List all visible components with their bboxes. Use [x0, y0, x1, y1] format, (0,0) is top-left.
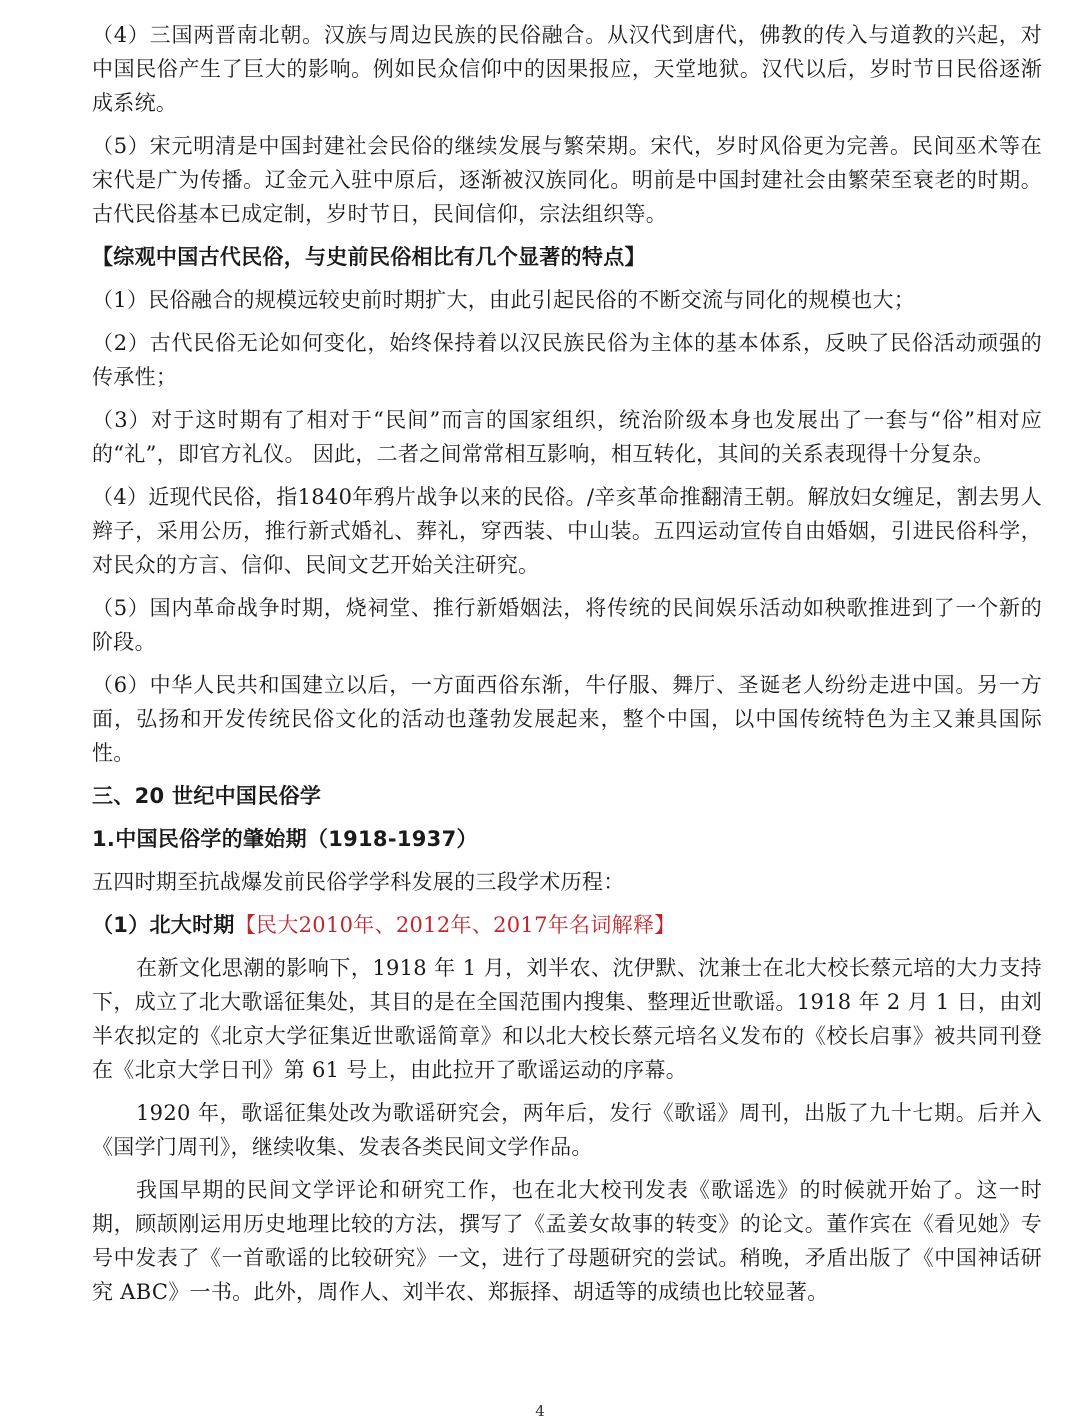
paragraph-feature-3: （3）对于这时期有了相对于“民间”而言的国家组织，统治阶级本身也发展出了一套与“俗”相对应的“礼”，即官方礼仪。 因此，二者之间常常相互影响，相互转化，其间的关系表现得十分复杂。: [92, 408, 1042, 466]
exam-note-red: 【民大2010年、2012年、2017年名词解释】: [234, 913, 676, 937]
paragraph-feature-1: （1）民俗融合的规模远较史前时期扩大，由此引起民俗的不断交流与同化的规模也大；: [92, 288, 916, 312]
paragraph-revolution-period: （5）国内革命战争时期，烧祠堂、推行新婚姻法，将传统的民间娱乐活动如秧歌推进到了一个新的阶段。: [92, 596, 1042, 654]
paragraph-ballad-society: 1920 年，歌谣征集处改为歌谣研究会，两年后，发行《歌谣》周刊，出版了九十七期。后并入《国学门周刊》，继续收集、发表各类民间文学作品。: [92, 1101, 1042, 1159]
chapter-heading-20th-century: 三、20 世纪中国民俗学: [92, 784, 322, 808]
paragraph-early-research: 我国早期的民间文学评论和研究工作，也在北大校刊发表《歌谣选》的时候就开始了。这一时期，顾颉刚运用历史地理比较的方法，撰写了《孟姜女故事的转变》的论文。董作宾在《看见她》专号中发表了《一首歌谣的比较研究》一文，进行了母题研究的尝试。稍晚，矛盾出版了《中国神话研究 ABC》一书。此外，周作人、刘半农、郑振择、胡适等的成绩也比较显著。: [92, 1178, 1042, 1304]
section-heading-ancient-features: 【综观中国古代民俗，与史前民俗相比有几个显著的特点】: [92, 245, 646, 269]
subheading-peking-university-period: [92, 908, 1042, 942]
paragraph-ballad-collection: 在新文化思潮的影响下，1918 年 1 月，刘半农、沈伊默、沈兼士在北大校长蔡元培的大力支持下，成立了北大歌谣征集处，其目的是在全国范围内搜集、整理近世歌谣。1918 年 2 月 1 日，由刘半农拟定的《北京大学征集近世歌谣简章》和以北大校长蔡元培名义发布的《校长启事》被共同刊登在《北京大学日刊》第 61 号上，由此拉开了歌谣运动的序幕。: [92, 956, 1042, 1082]
paragraph-three-stages: 五四时期至抗战爆发前民俗学学科发展的三段学术历程：: [92, 870, 625, 894]
paragraph-song-yuan-ming-qing: （5）宋元明清是中国封建社会民俗的继续发展与繁荣期。宋代，岁时风俗更为完善。民间巫术等在宋代是广为传播。辽金元入驻中原后，逐渐被汉族同化。明前是中国封建社会由繁荣至衰老的时期。古代民俗基本已成定制，岁时节日，民间信仰，宗法组织等。: [92, 134, 1042, 226]
subheading-origin-period: 1.中国民俗学的肇始期（1918-1937）: [92, 827, 478, 851]
paragraph-feature-2: （2）古代民俗无论如何变化，始终保持着以汉民族民俗为主体的基本体系，反映了民俗活动顽强的传承性；: [92, 331, 1042, 389]
paragraph-three-kingdoms: （4）三国两晋南北朝。汉族与周边民族的民俗融合。从汉代到唐代，佛教的传入与道教的兴起，对中国民俗产生了巨大的影响。例如民众信仰中的因果报应，天堂地狱。汉代以后，岁时节日民俗逐渐成系统。: [92, 23, 1042, 115]
subheading-main-text: （1）北大时期: [92, 913, 235, 937]
document-page: [92, 18, 1042, 1318]
paragraph-modern-folklore: （4）近现代民俗，指1840年鸦片战争以来的民俗。/辛亥革命推翻清王朝。解放妇女缠足，割去男人辫子，采用公历，推行新式婚礼、葬礼，穿西装、中山装。五四运动宣传自由婚姻，引进民俗科学，对民众的方言、信仰、民间文艺开始关注研究。: [92, 485, 1042, 577]
paragraph-prc-period: （6）中华人民共和国建立以后，一方面西俗东渐，牛仔服、舞厅、圣诞老人纷纷走进中国。另一方面，弘扬和开发传统民俗文化的活动也蓬勃发展起来，整个中国，以中国传统特色为主又兼具国际性。: [92, 673, 1042, 765]
page-number: 4: [535, 1402, 545, 1420]
